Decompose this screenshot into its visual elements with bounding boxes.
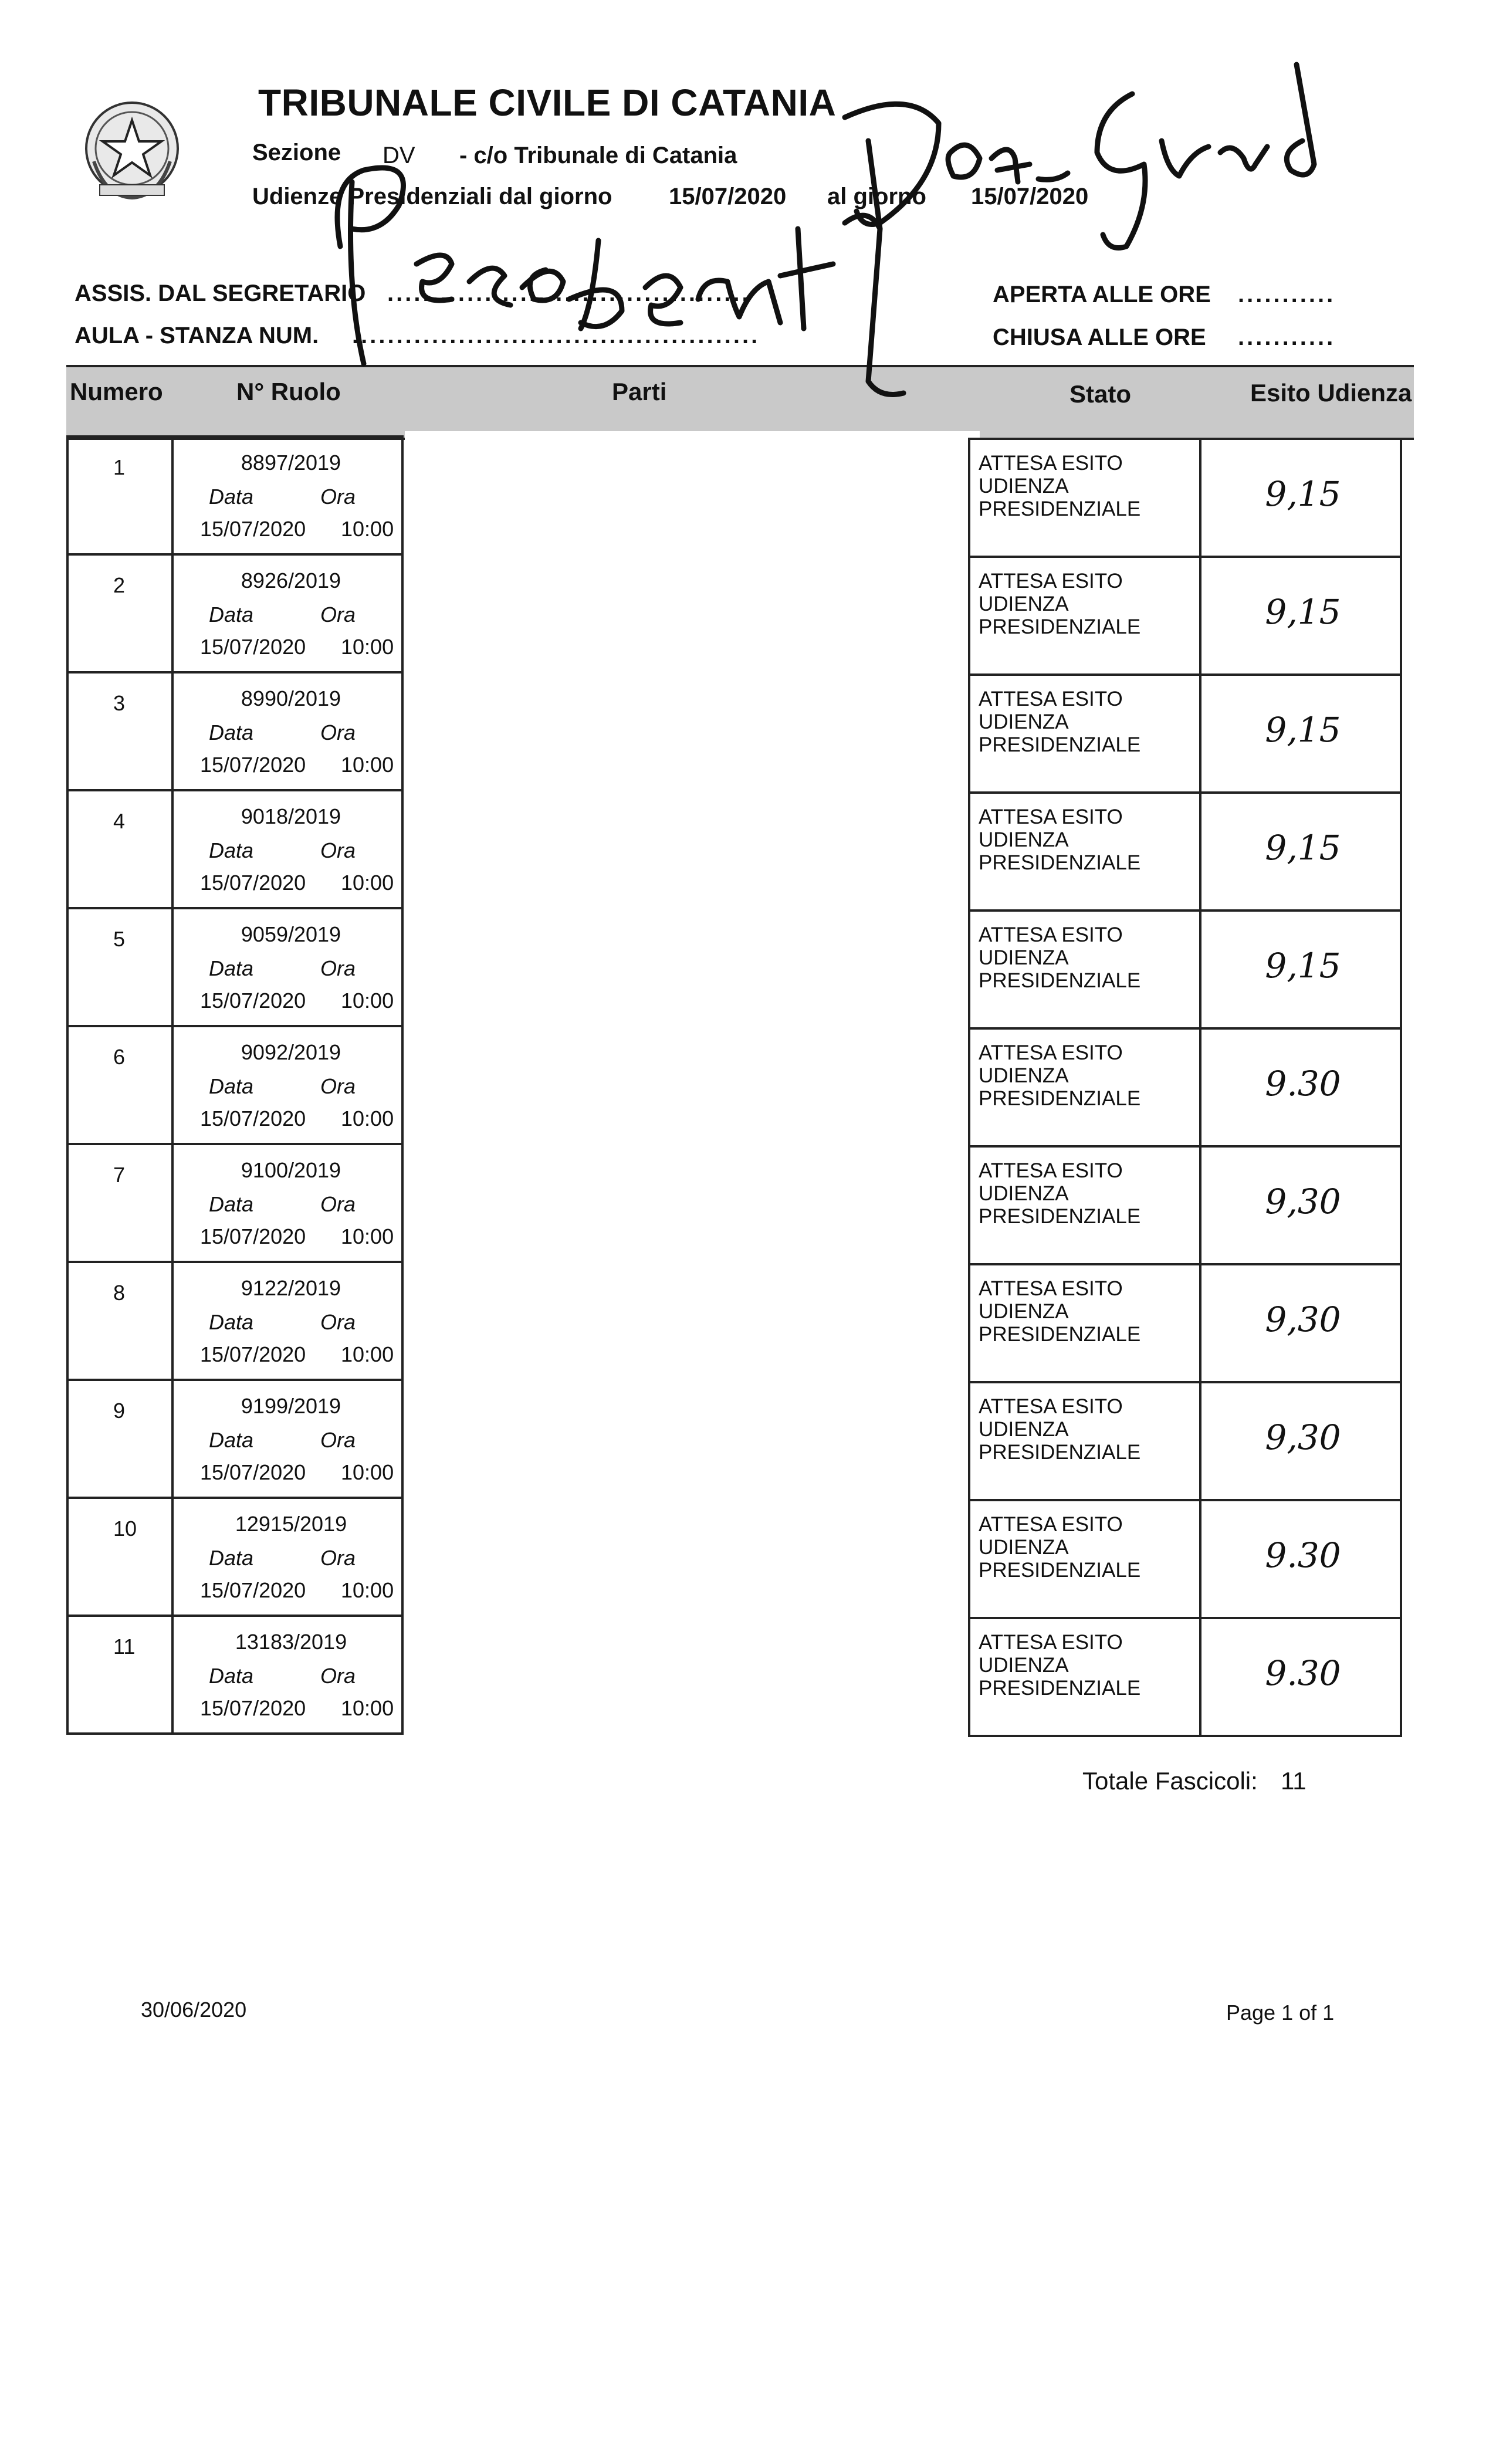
row-stato: ATTESA ESITO UDIENZA PRESIDENZIALE	[979, 570, 1141, 638]
chiusa-dots: ...........	[1238, 324, 1336, 350]
row-esito-handwritten: 9.30	[1265, 1653, 1341, 1693]
redaction-overlay	[405, 431, 980, 2109]
assis-label: ASSIS. DAL SEGRETARIO	[75, 280, 366, 306]
ora-label: Ora	[320, 1074, 356, 1098]
esito-cell	[1199, 1383, 1404, 1499]
ruolo-cell	[171, 556, 408, 671]
row-esito-handwritten: 9,15	[1265, 710, 1341, 750]
sezione-value: DV	[383, 143, 415, 168]
row-esito-handwritten: 9,30	[1265, 1182, 1341, 1221]
table-row	[66, 1617, 404, 1735]
ruolo-cell	[171, 1381, 408, 1497]
row-ora: 10:00	[341, 1106, 394, 1131]
table-row	[66, 1381, 404, 1499]
row-ora: 10:00	[341, 1696, 394, 1720]
row-ruolo: 8897/2019	[241, 451, 341, 475]
left-block-top-border	[66, 435, 404, 438]
row-numero: 10	[113, 1517, 137, 1541]
row-ruolo: 12915/2019	[235, 1512, 347, 1536]
row-ora: 10:00	[341, 871, 394, 895]
esito-cell	[1199, 1148, 1404, 1263]
row-ora: 10:00	[341, 989, 394, 1013]
row-esito-handwritten: 9,15	[1265, 592, 1341, 632]
data-label: Data	[209, 1664, 254, 1688]
assis-dots: .........................................	[387, 280, 751, 306]
data-label: Data	[209, 838, 254, 862]
esito-cell	[1199, 912, 1404, 1027]
row-data: 15/07/2020	[200, 1696, 306, 1720]
data-label: Data	[209, 720, 254, 744]
row-esito-handwritten: 9,15	[1265, 828, 1341, 868]
udienze-label: Udienze Presidenziali dal giorno	[252, 184, 612, 209]
chiusa-label: CHIUSA ALLE ORE	[993, 324, 1206, 350]
ora-label: Ora	[320, 1310, 356, 1334]
row-esito-handwritten: 9.30	[1265, 1535, 1341, 1575]
table-row	[66, 673, 404, 791]
row-stato: ATTESA ESITO UDIENZA PRESIDENZIALE	[979, 1395, 1141, 1464]
totale-value: 11	[1281, 1767, 1307, 1795]
row-data: 15/07/2020	[200, 989, 306, 1013]
data-label: Data	[209, 956, 254, 980]
row-data: 15/07/2020	[200, 1578, 306, 1602]
table-row	[968, 912, 1402, 1030]
row-stato: ATTESA ESITO UDIENZA PRESIDENZIALE	[979, 688, 1141, 756]
esito-cell	[1199, 676, 1404, 791]
row-stato: ATTESA ESITO UDIENZA PRESIDENZIALE	[979, 1159, 1141, 1228]
esito-cell	[1199, 440, 1404, 556]
al-giorno-label: al giorno	[827, 184, 926, 209]
row-esito-handwritten: 9,30	[1265, 1299, 1341, 1339]
date-from: 15/07/2020	[669, 184, 787, 209]
row-stato: ATTESA ESITO UDIENZA PRESIDENZIALE	[979, 923, 1141, 992]
ora-label: Ora	[320, 1428, 356, 1452]
ruolo-cell	[171, 1617, 408, 1732]
ruolo-cell	[171, 1263, 408, 1379]
table-row	[968, 1619, 1402, 1737]
row-data: 15/07/2020	[200, 1224, 306, 1248]
right-block-top-border	[968, 438, 1402, 440]
row-numero: 9	[113, 1399, 126, 1423]
data-label: Data	[209, 1546, 254, 1570]
row-ora: 10:00	[341, 1578, 394, 1602]
ruolo-cell	[171, 1145, 408, 1261]
italian-republic-emblem-icon	[82, 97, 182, 208]
page-number: Page 1 of 1	[1226, 2001, 1335, 2025]
data-label: Data	[209, 1192, 254, 1216]
col-esito: Esito Udienza	[1250, 379, 1412, 407]
row-numero: 7	[113, 1163, 126, 1187]
ora-label: Ora	[320, 956, 356, 980]
row-ora: 10:00	[341, 635, 394, 659]
ora-label: Ora	[320, 838, 356, 862]
esito-cell	[1199, 1501, 1404, 1617]
row-ora: 10:00	[341, 1342, 394, 1366]
data-label: Data	[209, 1428, 254, 1452]
data-label: Data	[209, 1074, 254, 1098]
row-numero: 8	[113, 1281, 126, 1305]
esito-cell	[1199, 558, 1404, 673]
ruolo-cell	[171, 1499, 408, 1615]
ora-label: Ora	[320, 1664, 356, 1688]
row-data: 15/07/2020	[200, 871, 306, 895]
table-row	[968, 1030, 1402, 1148]
row-stato: ATTESA ESITO UDIENZA PRESIDENZIALE	[979, 805, 1141, 874]
aula-dots: ..............................................	[352, 323, 760, 348]
row-stato: ATTESA ESITO UDIENZA PRESIDENZIALE	[979, 1277, 1141, 1346]
row-stato: ATTESA ESITO UDIENZA PRESIDENZIALE	[979, 452, 1141, 520]
row-numero: 4	[113, 809, 126, 833]
col-parti: Parti	[612, 378, 667, 405]
row-data: 15/07/2020	[200, 753, 306, 777]
row-ora: 10:00	[341, 517, 394, 541]
row-numero: 5	[113, 927, 126, 951]
esito-cell	[1199, 1619, 1404, 1735]
sezione-label: Sezione	[252, 140, 341, 165]
row-numero: 6	[113, 1045, 126, 1069]
aperta-label: APERTA ALLE ORE	[993, 282, 1211, 307]
ruolo-cell	[171, 673, 408, 789]
table-row	[968, 1265, 1402, 1383]
row-esito-handwritten: 9,15	[1265, 474, 1341, 514]
table-row	[968, 440, 1402, 558]
row-ruolo: 9059/2019	[241, 922, 341, 946]
esito-cell	[1199, 794, 1404, 909]
row-numero: 3	[113, 691, 126, 715]
row-ora: 10:00	[341, 753, 394, 777]
esito-cell	[1199, 1030, 1404, 1145]
col-stato: Stato	[1069, 380, 1131, 408]
row-stato: ATTESA ESITO UDIENZA PRESIDENZIALE	[979, 1041, 1141, 1110]
aula-label: AULA - STANZA NUM.	[75, 323, 319, 348]
esito-cell	[1199, 1265, 1404, 1381]
row-esito-handwritten: 9,15	[1265, 946, 1341, 986]
ora-label: Ora	[320, 1546, 356, 1570]
row-ruolo: 8990/2019	[241, 686, 341, 710]
ruolo-cell	[171, 1027, 408, 1143]
row-stato: ATTESA ESITO UDIENZA PRESIDENZIALE	[979, 1631, 1141, 1700]
table-row	[968, 676, 1402, 794]
table-row	[66, 1145, 404, 1263]
date-to: 15/07/2020	[971, 184, 1089, 209]
row-esito-handwritten: 9.30	[1265, 1064, 1341, 1104]
table-row	[968, 1148, 1402, 1265]
table-row	[968, 558, 1402, 676]
row-ruolo: 9199/2019	[241, 1394, 341, 1418]
table-row	[66, 791, 404, 909]
row-ruolo: 9122/2019	[241, 1276, 341, 1300]
row-ora: 10:00	[341, 1224, 394, 1248]
court-title: TRIBUNALE CIVILE DI CATANIA	[258, 82, 837, 124]
row-ruolo: 8926/2019	[241, 568, 341, 593]
table-row	[66, 1499, 404, 1617]
row-numero: 11	[113, 1634, 136, 1659]
ruolo-cell	[171, 438, 408, 553]
table-row	[66, 438, 404, 556]
sezione-location: - c/o Tribunale di Catania	[459, 143, 737, 168]
row-data: 15/07/2020	[200, 1460, 306, 1484]
row-ruolo: 13183/2019	[235, 1630, 347, 1654]
ora-label: Ora	[320, 603, 356, 627]
table-row	[66, 909, 404, 1027]
totale-label: Totale Fascicoli:	[1082, 1767, 1258, 1795]
row-numero: 2	[113, 573, 126, 597]
row-data: 15/07/2020	[200, 1106, 306, 1131]
ora-label: Ora	[320, 485, 356, 509]
row-data: 15/07/2020	[200, 635, 306, 659]
ora-label: Ora	[320, 720, 356, 744]
row-ruolo: 9018/2019	[241, 804, 341, 828]
row-stato: ATTESA ESITO UDIENZA PRESIDENZIALE	[979, 1513, 1141, 1582]
aperta-dots: ...........	[1238, 282, 1336, 307]
table-row	[968, 794, 1402, 912]
table-row	[968, 1501, 1402, 1619]
data-label: Data	[209, 603, 254, 627]
table-row	[66, 556, 404, 673]
row-ora: 10:00	[341, 1460, 394, 1484]
ora-label: Ora	[320, 1192, 356, 1216]
col-numero: Numero	[70, 378, 163, 405]
row-ruolo: 9100/2019	[241, 1158, 341, 1182]
data-label: Data	[209, 485, 254, 509]
col-ruolo: N° Ruolo	[236, 378, 341, 405]
data-label: Data	[209, 1310, 254, 1334]
table-row	[968, 1383, 1402, 1501]
ruolo-cell	[171, 909, 408, 1025]
row-data: 15/07/2020	[200, 517, 306, 541]
row-ruolo: 9092/2019	[241, 1040, 341, 1064]
handwritten-signature	[317, 53, 1349, 405]
row-data: 15/07/2020	[200, 1342, 306, 1366]
print-date: 30/06/2020	[141, 1998, 247, 2022]
table-row	[66, 1027, 404, 1145]
ruolo-cell	[171, 791, 408, 907]
row-esito-handwritten: 9,30	[1265, 1417, 1341, 1457]
row-numero: 1	[113, 455, 126, 479]
table-row	[66, 1263, 404, 1381]
